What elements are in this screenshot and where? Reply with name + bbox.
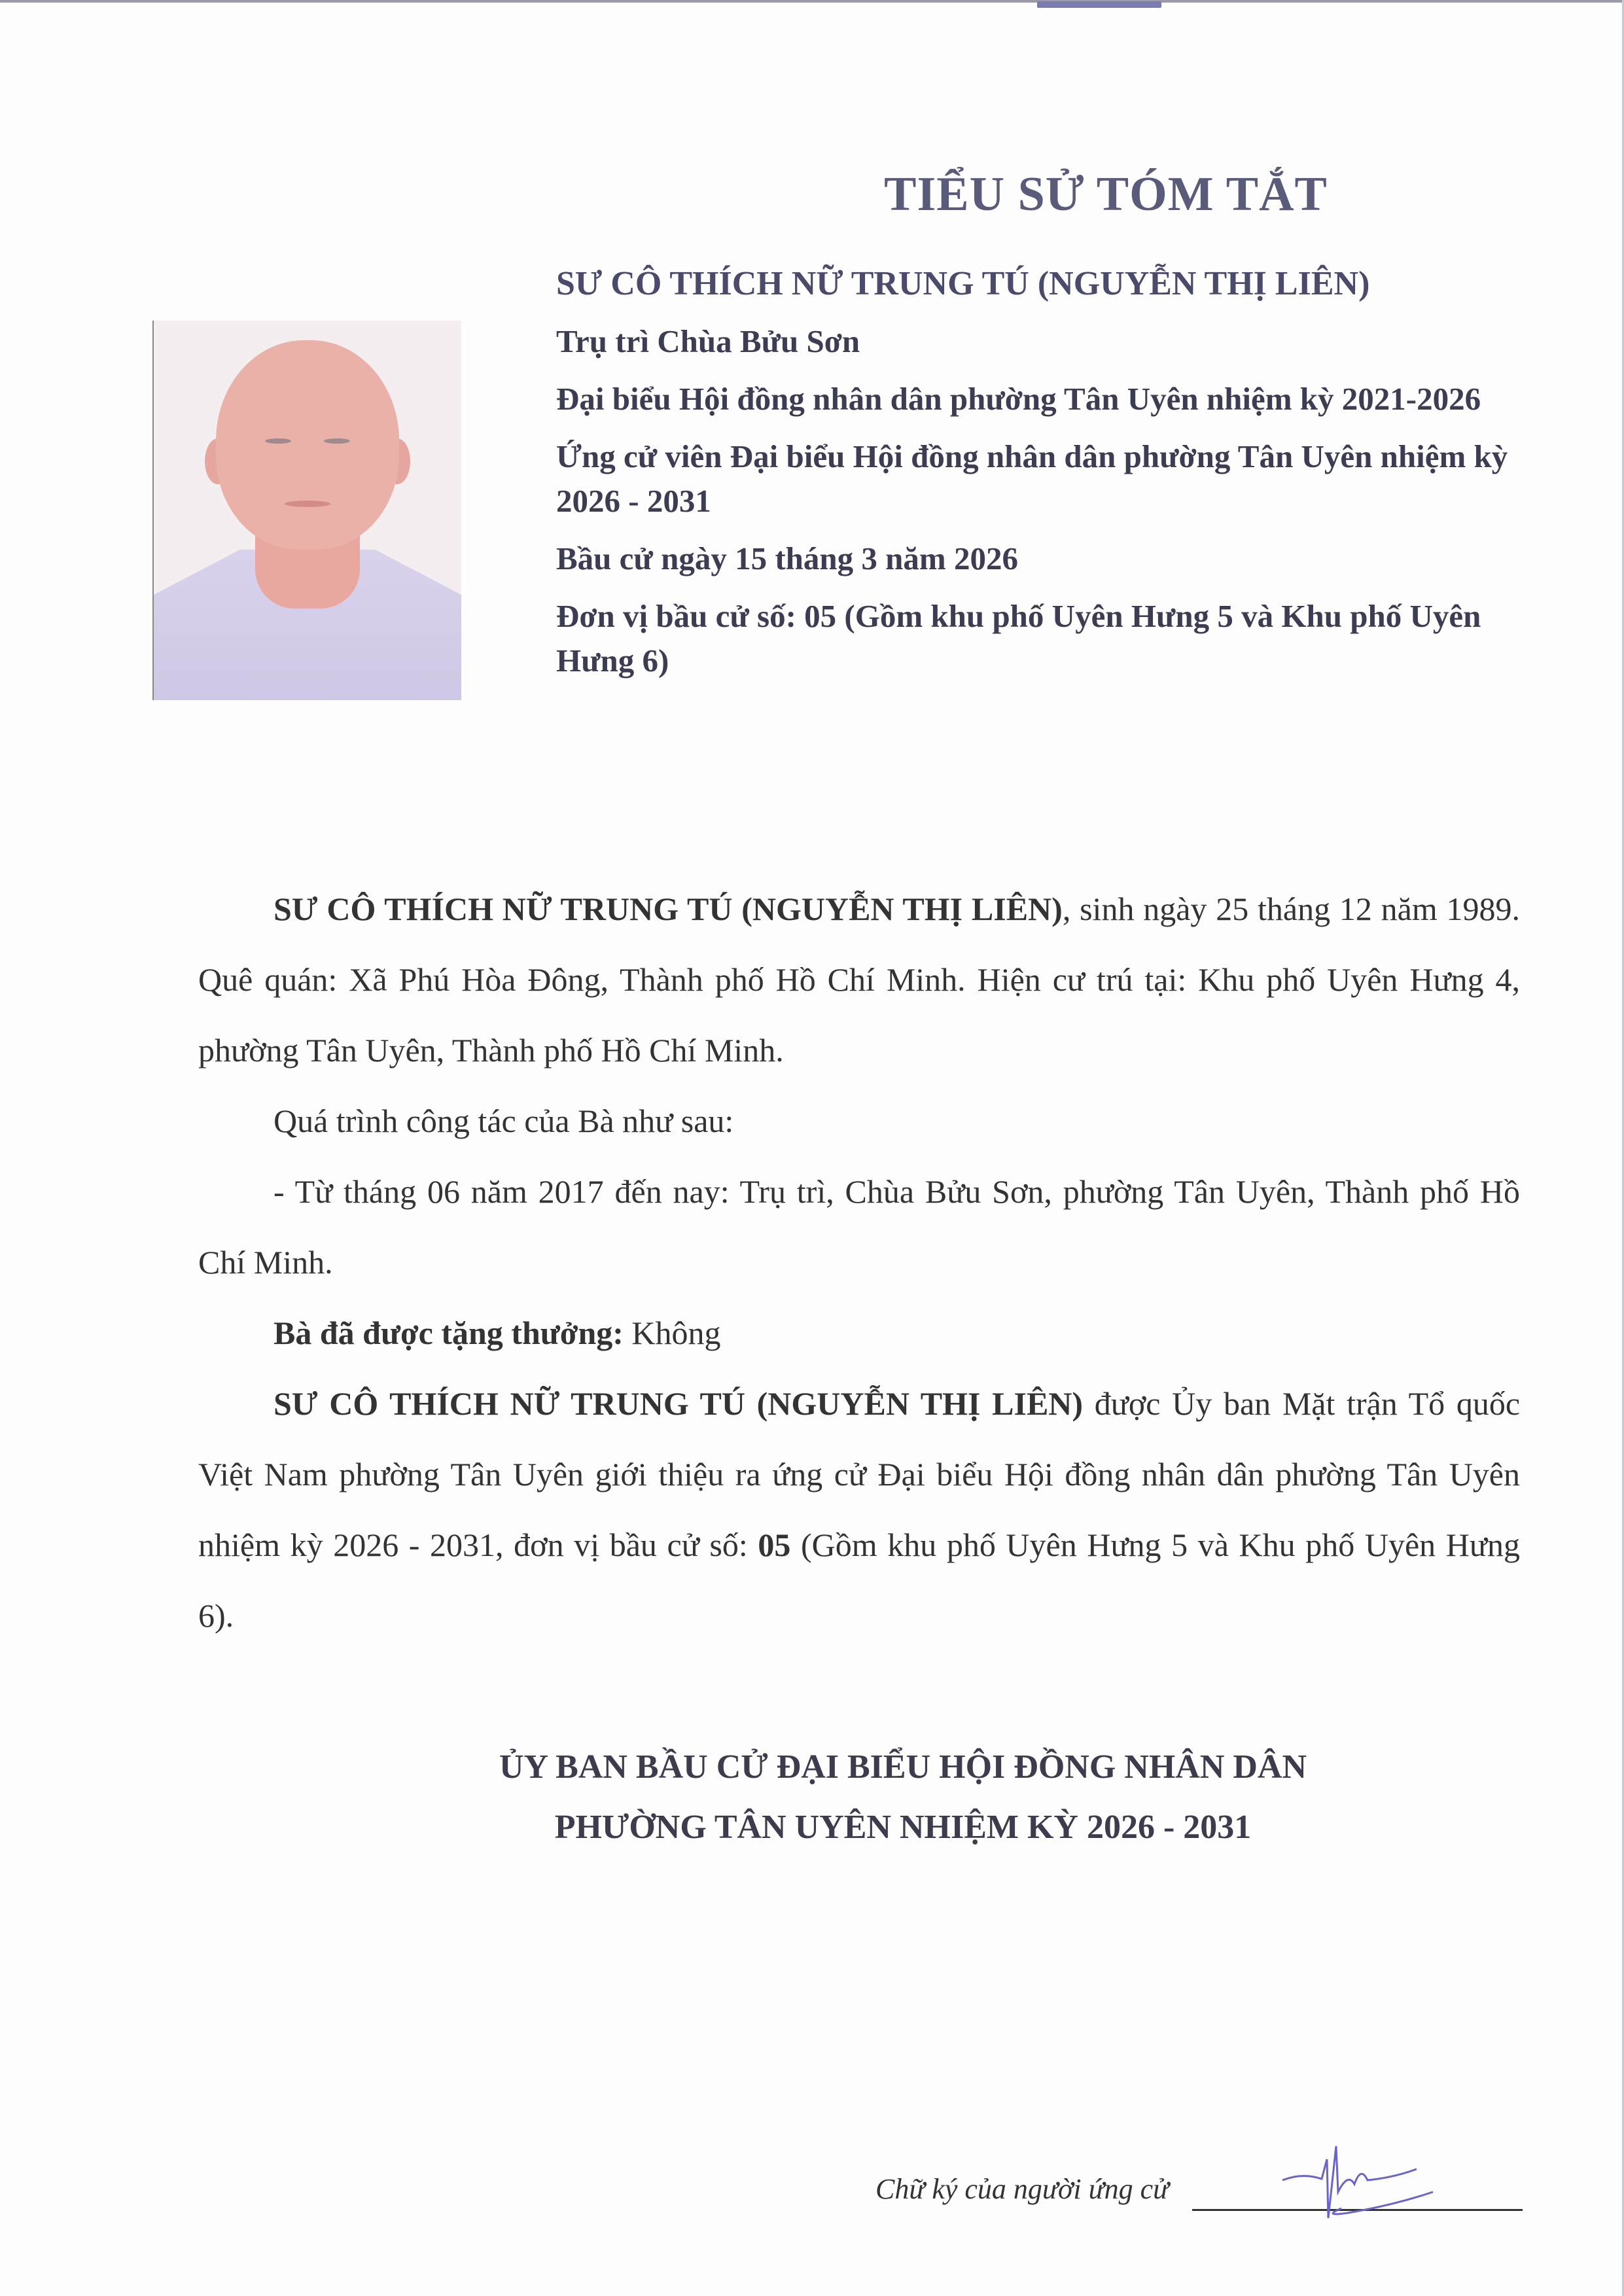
bio-name: SƯ CÔ THÍCH NỮ TRUNG TÚ (NGUYỄN THỊ LIÊN) <box>274 891 1063 927</box>
nomination-unit: 05 <box>758 1527 791 1563</box>
candidate-photo <box>152 321 461 700</box>
bio-paragraph-career-item: - Từ tháng 06 năm 2017 đến nay: Trụ trì, Chùa Bửu Sơn, phường Tân Uyên, Thành phố Hồ Chí Minh. <box>198 1173 1520 1280</box>
bio-paragraph-career-intro: Quá trình công tác của Bà như sau: <box>274 1103 734 1139</box>
current-delegate-line: Đại biểu Hội đồng nhân dân phường Tân Uyên nhiệm kỳ 2021-2026 <box>556 381 1481 417</box>
document-title: TIỂU SỬ TÓM TẮT <box>884 168 1328 221</box>
position-line: Trụ trì Chùa Bửu Sơn <box>556 323 860 359</box>
bio-paragraph-awards <box>198 1298 1520 1368</box>
signature-stroke-main <box>1282 2146 1417 2218</box>
bio-birth-text: , sinh ngày 25 tháng 12 năm 1989. Quê quán: Xã Phú Hòa Đông, Thành phố Hồ Chí Minh. Hiện cư trú tại: Khu phố Uyên Hưng 4, phường Tân Uyên, Thành phố Hồ Chí Minh. <box>198 891 1520 1069</box>
bio-paragraph-birth <box>198 874 1520 1086</box>
nomination-text-a: được Ủy ban Mặt trận Tổ quốc Việt Nam phường Tân Uyên giới thiệu ra ứng cử Đại biểu Hội đồng nhân dân phường Tân Uyên nhiệm kỳ 2026 - 2031, đơn vị bầu cử số: <box>198 1385 1521 1563</box>
photo-eye-right <box>324 438 350 444</box>
issuing-committee <box>393 1737 1413 1858</box>
scan-top-edge <box>0 0 1624 3</box>
committee-line-1: ỦY BAN BẦU CỬ ĐẠI BIỂU HỘI ĐỒNG NHÂN DÂN <box>499 1748 1307 1786</box>
photo-head <box>216 340 399 550</box>
candidacy-line: Ứng cử viên Đại biểu Hội đồng nhân dân phường Tân Uyên nhiệm kỳ 2026 - 2031 <box>556 438 1508 519</box>
awards-value: Không <box>623 1315 721 1351</box>
candidate-name: SƯ CÔ THÍCH NỮ TRUNG TÚ (NGUYỄN THỊ LIÊN) <box>556 265 1370 302</box>
committee-line-2: PHƯỜNG TÂN UYÊN NHIỆM KỲ 2026 - 2031 <box>554 1809 1252 1846</box>
bio-paragraph-nomination <box>198 1368 1520 1651</box>
awards-label: Bà đã được tặng thưởng: <box>274 1315 624 1351</box>
staple-mark <box>1037 1 1161 8</box>
nomination-text-b: (Gồm khu phố Uyên Hưng 5 và Khu phố Uyên Hưng 6). <box>198 1527 1520 1634</box>
signature-stroke-flourish <box>1333 2192 1433 2214</box>
photo-mouth <box>285 501 330 507</box>
signature-label: Chữ ký của người ứng cử <box>875 2173 1169 2205</box>
biography-body <box>198 874 1520 1651</box>
candidate-summary <box>556 262 1531 696</box>
photo-eye-left <box>265 438 291 444</box>
handwritten-signature <box>1276 2133 1459 2225</box>
electoral-unit-line: Đơn vị bầu cử số: 05 (Gồm khu phố Uyên Hưng 5 và Khu phố Uyên Hưng 6) <box>556 598 1481 679</box>
election-date-line: Bầu cử ngày 15 tháng 3 năm 2026 <box>556 540 1018 576</box>
nomination-name: SƯ CÔ THÍCH NỮ TRUNG TÚ (NGUYỄN THỊ LIÊN) <box>274 1385 1084 1422</box>
